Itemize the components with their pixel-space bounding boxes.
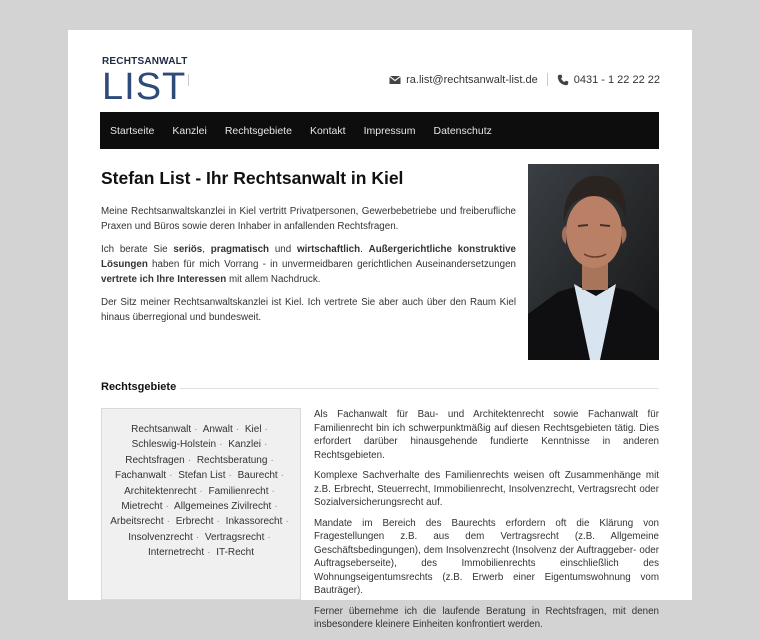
intro-p2-text-a: Ich berate Sie — [101, 244, 174, 255]
tag-link[interactable]: Fachanwalt — [114, 470, 167, 482]
intro-paragraph-3: Der Sitz meiner Rechtsanwaltskanzlei ist Kiel. Ich vertrete Sie aber auch über den Raum Kiel hinaus überregional und bundesweit. — [101, 297, 516, 323]
intro-paragraph-1: Meine Rechtsanwaltskanzlei in Kiel vertritt Privatpersonen, Gewerbebetriebe und freiberufliche Praxen und Büros sowie deren Inhaber in anfallenden Rechtsfragen. — [101, 206, 516, 232]
intro-p2-text-f: haben für mich Vorrang - in unvermeidbaren gerichtlichen Auseinandersetzungen — [147, 259, 516, 270]
tag-link[interactable]: Baurecht — [237, 470, 278, 482]
portrait-illustration — [528, 164, 659, 360]
nav-rechtsgebiete[interactable]: Rechtsgebiete — [224, 124, 292, 137]
intro-p2-bold-pragmatisch: pragmatisch — [210, 244, 270, 255]
tag-link[interactable]: Familienrecht — [208, 485, 269, 497]
tag-link[interactable]: Mietrecht — [121, 501, 163, 513]
site-logo[interactable] — [102, 56, 192, 108]
intro-p2-text-g: mit allem Nachdruck. — [226, 274, 321, 285]
intro-p2-bold-wirtschaftlich: wirtschaftlich — [296, 244, 361, 255]
tag-link[interactable]: Anwalt — [202, 424, 233, 435]
nav-startseite[interactable]: Startseite — [110, 124, 155, 137]
intro-p2-text-c: , — [202, 244, 211, 255]
rechtsgebiete-paragraph-2: Komplexe Sachverhalte des Familienrechts weisen oft Zusammenhänge mit z.B. Erbrecht, Steuerrecht, Immobilienrecht, Insolvenzrecht, Vertragsrecht oder Sozialversicherungsrecht auf. — [314, 470, 659, 508]
tag-link[interactable]: Allgemeines Zivilrecht — [174, 501, 272, 513]
phone-number[interactable]: 0431 - 1 22 22 22 — [573, 73, 660, 86]
logo-subtitle: RECHTSANWALT — [102, 56, 188, 67]
tag-link[interactable]: Rechtsberatung — [196, 454, 268, 466]
tag-link[interactable]: IT-Recht — [216, 547, 255, 559]
tag-link[interactable]: Schleswig-Holstein — [131, 439, 217, 451]
intro-p2-bold-serioes: seriös — [173, 244, 203, 255]
logo-name: LIST — [102, 66, 187, 108]
rechtsgebiete-paragraph-3: Mandate im Bereich des Baurechts erfordern oft die Klärung von Fragestellungen z.B. aus dem Vertragsrecht (z.B. Allgemeine Geschäftsbedingungen), dem Insolvenzrecht (Insolvenz der Auftraggeber- oder Auftragseberseite), des Immobilienrechts einschließlich des Wohnungseigentumsrechts (z.B. Erwerb einer Eigentumswohnung vom Bauträger). — [314, 517, 659, 596]
rechtsgebiete-heading: Rechtsgebiete — [101, 381, 177, 393]
tag-link[interactable]: Kiel — [244, 424, 262, 435]
rechtsgebiete-paragraph-4: Ferner übernehme ich die laufende Beratung in Rechtsfragen, mit denen insbesondere kleinere Einheiten konfrontiert werden. — [314, 605, 659, 630]
tag-link[interactable]: Rechtsanwalt — [131, 424, 192, 435]
tag-link[interactable]: Stefan List — [178, 470, 226, 482]
logo-divider — [188, 74, 189, 86]
rechtsgebiete-paragraph-1: Als Fachanwalt für Bau- und Architektenrecht sowie Fachanwalt für Familienrecht bin ich schwerpunktmäßig auf diesen Rechtsgebieten tätig. Dies erfordert darüber hinausgehende fundierte Kenntnisse in anderen Rechtsgebieten. — [314, 409, 659, 461]
envelope-icon — [389, 74, 401, 86]
tag-link[interactable]: Insolvenzrecht — [128, 531, 193, 543]
tag-link[interactable]: Inkassorecht — [225, 516, 283, 528]
intro-paragraph-2 — [101, 242, 516, 287]
nav-kontakt[interactable]: Kontakt — [309, 124, 346, 137]
portrait-photo — [528, 164, 659, 360]
intro-p2-bold-interessen: vertrete ich Ihre Interessen — [101, 274, 227, 285]
rechtsgebiete-text — [314, 408, 659, 639]
main-navigation — [100, 112, 659, 149]
tag-link[interactable]: Vertragsrecht — [204, 531, 265, 543]
nav-kanzlei[interactable]: Kanzlei — [172, 124, 207, 137]
intro-p2-text-e: . — [360, 244, 369, 255]
tag-link[interactable]: Erbrecht — [175, 516, 214, 528]
page-container — [68, 30, 692, 630]
tag-link[interactable]: Arbeitsrecht — [110, 516, 164, 528]
header-contact — [389, 73, 660, 86]
tag-link[interactable]: Internetrecht — [147, 547, 205, 559]
intro-text — [101, 204, 516, 333]
phone-icon — [557, 74, 569, 86]
tag-link[interactable]: Kanzlei — [228, 439, 262, 451]
intro-p2-text-d: und — [269, 244, 297, 255]
tag-link[interactable]: Architektenrecht — [124, 485, 197, 497]
tag-cloud: Rechtsanwalt · Anwalt · Kiel · Schleswig-Holstein · Kanzlei · Rechtsfragen · Rechtsberatung · Fachanwalt · Stefan List · Baurecht · Architektenrecht · Familienrecht · Mietrecht · Allgemeines Zivilrecht · Arbeitsrecht · Erbrecht · Inkassorecht · Insolvenzrecht · Vertragsrecht · Internetrecht · IT-Recht — [101, 408, 301, 600]
email-link[interactable]: ra.list@rechtsanwalt-list.de — [406, 73, 538, 86]
page-title: Stefan List - Ihr Rechtsanwalt in Kiel — [101, 168, 404, 188]
nav-impressum[interactable]: Impressum — [363, 124, 416, 137]
intro-p2-bold-loesungen: Außergerichtliche konstruktive Lösungen — [101, 244, 516, 270]
nav-datenschutz[interactable]: Datenschutz — [433, 124, 492, 137]
tag-link[interactable]: Rechtsfragen — [125, 454, 185, 466]
section-divider — [180, 388, 659, 389]
contact-separator — [547, 73, 548, 86]
